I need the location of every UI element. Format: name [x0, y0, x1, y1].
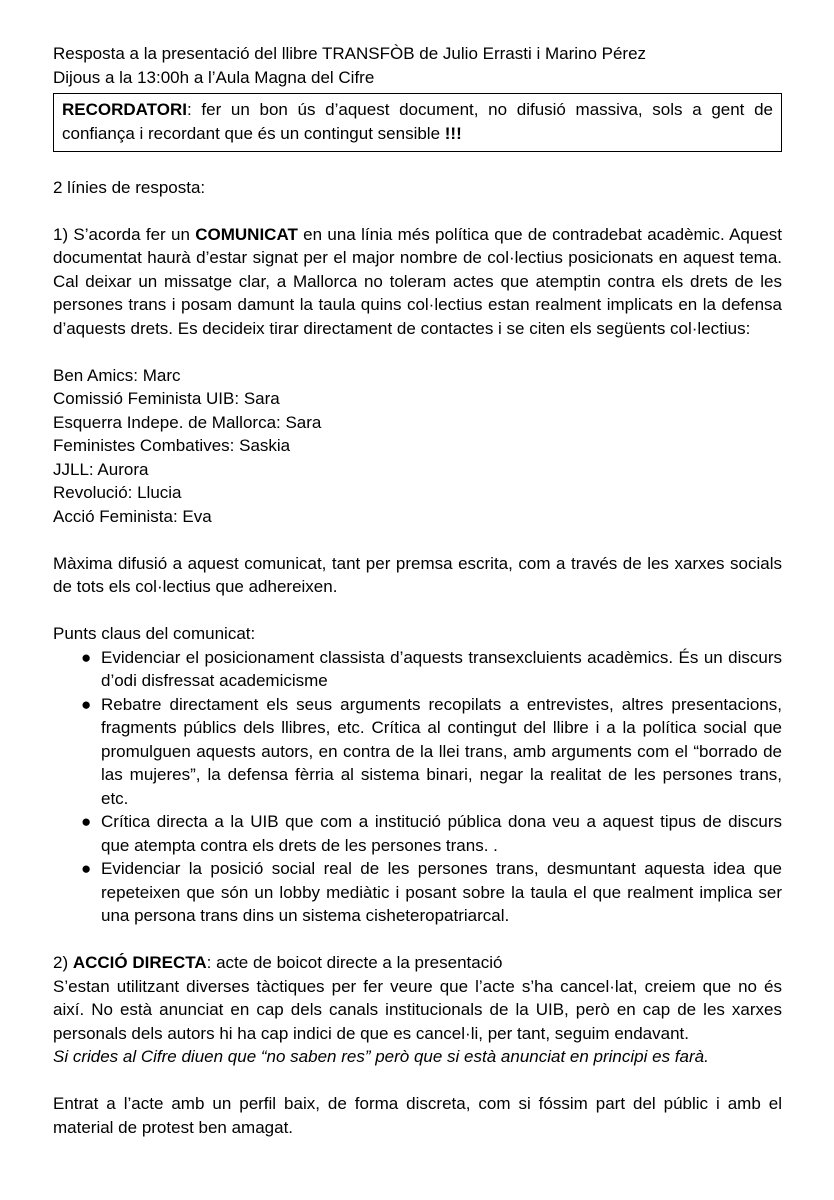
header-line-title: Resposta a la presentació del llibre TRANSFÒB de Julio Errasti i Marino Pérez [53, 44, 647, 63]
reminder-emphasis: !!! [444, 123, 462, 143]
reminder-text: : fer un bon ús d’aquest document, no difusió massiva, sols a gent de confiança i recordant que és un contingut sensible [62, 100, 773, 143]
collective-item: Ben Amics: Marc [53, 365, 181, 385]
key-point-item [81, 693, 782, 811]
section1-keyword: COMUNICAT [195, 224, 298, 244]
section2-keyword: ACCIÓ DIRECTA [72, 953, 207, 972]
key-point-text: Evidenciar la posició social real de les persones trans, desmuntant aquesta idea que repeteixen que són un lobby mediàtic i posant sobre la taula el que realment implica ser una persona trans dins un sistema cisheteropatriarcal. [101, 859, 782, 925]
section1-paragraph [53, 223, 782, 341]
section2-title [53, 951, 782, 975]
diffusion-paragraph: Màxima difusió a aquest comunicat, tant per premsa escrita, com a través de les xarxes socials de tots els col·lectius que adhereixen. [53, 553, 782, 596]
section2-body: S’estan utilitzant diverses tàctiques per fer veure que l’acte s’ha cancel·lat, creiem que no és així. No està anunciat en cap dels canals institucionals de la UIB, però en cap de les xarxes personals dels autors hi ha cap indici de que es cancel·li, per tant, seguim endavant. [53, 976, 782, 1043]
collective-item: JJLL: Aurora [53, 459, 149, 479]
key-point-item [81, 857, 782, 928]
key-point-text: Rebatre directament els seus arguments recopilats a entrevistes, altres presentacions, fragments públics dels llibres, etc. Crítica al contingut del llibre i a la política social que promulguen aquests autors, en contra de la llei trans, amb arguments com el “borrado de las mujeres”, la defensa fèrria al sistema binari, negar la realitat de les persones trans, etc. [101, 694, 782, 808]
section2-title-rest: : acte de boicot directe a la presentació [206, 953, 503, 972]
reminder-box [53, 93, 782, 152]
key-point-item [81, 646, 782, 693]
header-line-datetime: Dijous a la 13:00h a l’Aula Magna del Cifre [53, 67, 375, 87]
key-point-item [81, 810, 782, 857]
collective-item: Comissió Feminista UIB: Sara [53, 389, 280, 408]
collectives-list [53, 364, 782, 529]
collective-item: Feministes Combatives: Saskia [53, 436, 291, 455]
points-title: Punts claus del comunicat: [53, 624, 256, 643]
key-points-list [53, 646, 782, 928]
intro-line: 2 línies de resposta: [53, 177, 206, 197]
bullet-icon: ● [81, 694, 92, 714]
reminder-label: RECORDATORI [62, 100, 187, 119]
collective-item: Revolució: Llucia [53, 483, 182, 502]
section1-body: en una línia més política que de contradebat acadèmic. Aquest documentat haurà d’estar signat per el major nombre de col·lectius posicionats en aquest tema. Cal deixar un missatge clar, a Mallorca no toleram actes que atemptin contra els drets de les persones trans i posam damunt la taula quins col·lectius estan realment implicats en la defensa d’aquests drets. Es decideix tirar directament de contactes i se citen els següents col·lectius: [53, 224, 782, 338]
section1-prefix: 1) S’acorda fer un [53, 224, 196, 244]
bullet-icon: ● [81, 812, 92, 831]
document-body [53, 42, 782, 1139]
section2-italic-note: Si crides al Cifre diuen que “no saben res” però que si està anunciat en principi es farà. [53, 1047, 709, 1066]
key-point-text: Crítica directa a la UIB que com a institució pública dona veu a aquest tipus de discurs que atempta contra els drets de les persones trans. . [101, 812, 782, 855]
collective-item: Esquerra Indepe. de Mallorca: Sara [53, 412, 322, 432]
bullet-icon: ● [81, 859, 92, 878]
section2-prefix: 2) [53, 953, 73, 972]
final-paragraph: Entrat a l’acte amb un perfil baix, de forma discreta, com si fóssim part del públic i amb el material de protest ben amagat. [53, 1094, 782, 1137]
bullet-icon: ● [81, 647, 92, 667]
collective-item: Acció Feminista: Eva [53, 506, 212, 526]
key-point-text: Evidenciar el posicionament classista d’aquests transexcluients acadèmics. És un discurs d’odi disfressat academicisme [101, 647, 782, 690]
